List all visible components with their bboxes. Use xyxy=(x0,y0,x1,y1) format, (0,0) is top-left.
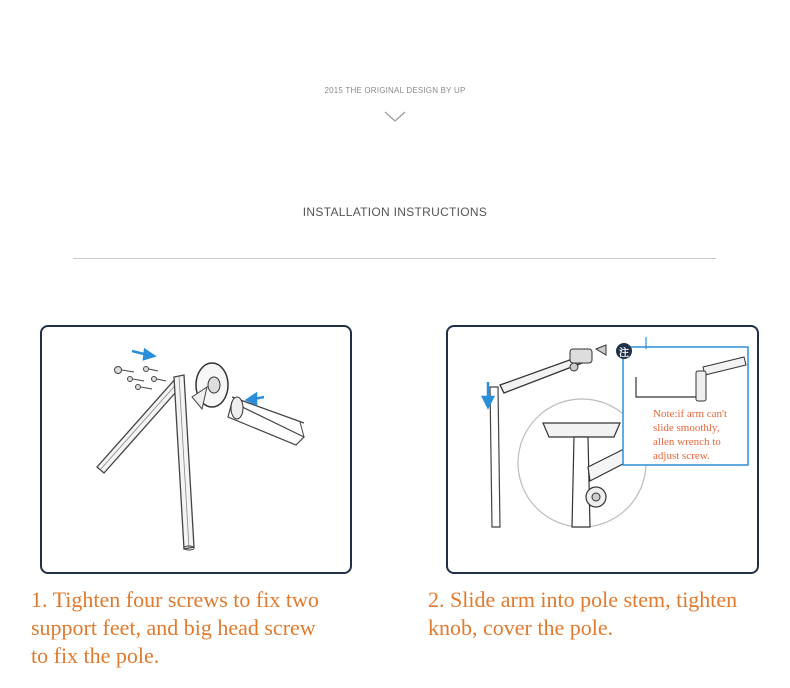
divider xyxy=(73,258,716,259)
chevron-down-icon xyxy=(383,110,407,124)
feet-assembly-drawing xyxy=(42,327,352,574)
step-2-caption: 2. Slide arm into pole stem, tighten knob, cover the pole. xyxy=(428,587,738,640)
page-title: INSTALLATION INSTRUCTIONS xyxy=(302,205,488,219)
step-1-caption: 1. Tighten four screws to fix two support feet, and big head screw to fix the pole. xyxy=(31,587,319,668)
tagline: 2015 THE ORIGINAL DESIGN BY UP xyxy=(324,86,466,95)
step-1-illustration xyxy=(40,325,352,574)
step-2-illustration xyxy=(446,325,759,574)
step-2-note: Note:if arm can't slide smoothly, allen wrench to adjust screw. xyxy=(653,408,728,462)
note-badge: 注 xyxy=(619,348,629,359)
